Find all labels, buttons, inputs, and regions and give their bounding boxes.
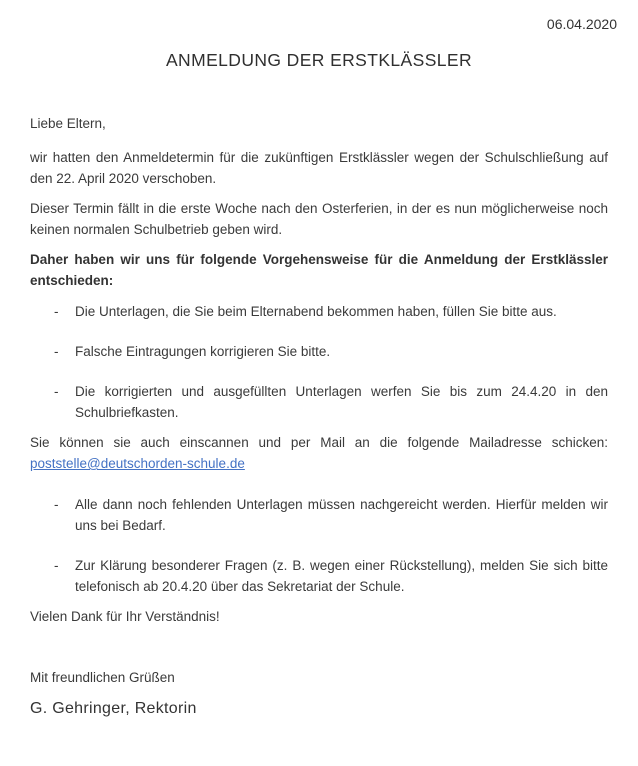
dash-bullet-marker: - <box>54 344 59 359</box>
email-link[interactable]: poststelle@deutschorden-schule.de <box>30 456 245 471</box>
list-item-text: Falsche Eintragungen korrigieren Sie bitte. <box>75 344 331 359</box>
list-item-fill-out-documents <box>30 301 608 322</box>
dash-bullet-marker: - <box>54 558 59 573</box>
paragraph-scan-and-mail <box>30 432 608 474</box>
closing-phrase: Mit freundlichen Grüßen <box>30 670 175 685</box>
letter-title: ANMELDUNG DER ERSTKLÄSSLER <box>165 50 473 70</box>
salutation: Liebe Eltern, <box>30 116 106 131</box>
letter-date: 06.04.2020 <box>546 16 617 32</box>
signature-name: G. Gehringer, Rektorin <box>30 700 197 717</box>
list-item-text: Zur Klärung besonderer Fragen (z. B. wegen einer Rückstellung), melden Sie sich bitte telefonisch ab 20.4.20 über das Sekretariat der Schule. <box>75 558 608 594</box>
dash-bullet-marker: - <box>54 497 59 512</box>
paragraph-postponed-date: wir hatten den Anmeldetermin für die zukünftigen Erstklässler wegen der Schulschließung auf den 22. April 2020 verschoben. <box>30 150 608 186</box>
dash-bullet-marker: - <box>54 304 59 319</box>
list-item-correct-entries <box>30 341 608 362</box>
bullet-list-follow-up <box>30 494 608 597</box>
list-item-text: Die korrigierten und ausgefüllten Unterlagen werfen Sie bis zum 24.4.20 in den Schulbriefkasten. <box>75 384 608 420</box>
paragraph-procedure-intro: Daher haben wir uns für folgende Vorgehensweise für die Anmeldung der Erstklässler entschieden: <box>30 252 608 288</box>
list-item-missing-documents <box>30 494 608 536</box>
scan-intro-text: Sie können sie auch einscannen und per Mail an die folgende Mailadresse schicken: <box>30 435 608 450</box>
list-item-special-questions <box>30 555 608 597</box>
dash-bullet-marker: - <box>54 384 59 399</box>
list-item-text: Alle dann noch fehlenden Unterlagen müssen nachgereicht werden. Hierfür melden wir uns bei Bedarf. <box>75 497 608 533</box>
paragraph-easter-week: Dieser Termin fällt in die erste Woche nach den Osterferien, in der es nun möglicherweise noch keinen normalen Schulbetrieb geben wird. <box>30 201 608 237</box>
paragraph-thanks: Vielen Dank für Ihr Verständnis! <box>30 609 220 624</box>
list-item-text: Die Unterlagen, die Sie beim Elternabend bekommen haben, füllen Sie bitte aus. <box>75 304 557 319</box>
bullet-list-documents <box>30 301 608 423</box>
list-item-mailbox-deadline <box>30 381 608 423</box>
